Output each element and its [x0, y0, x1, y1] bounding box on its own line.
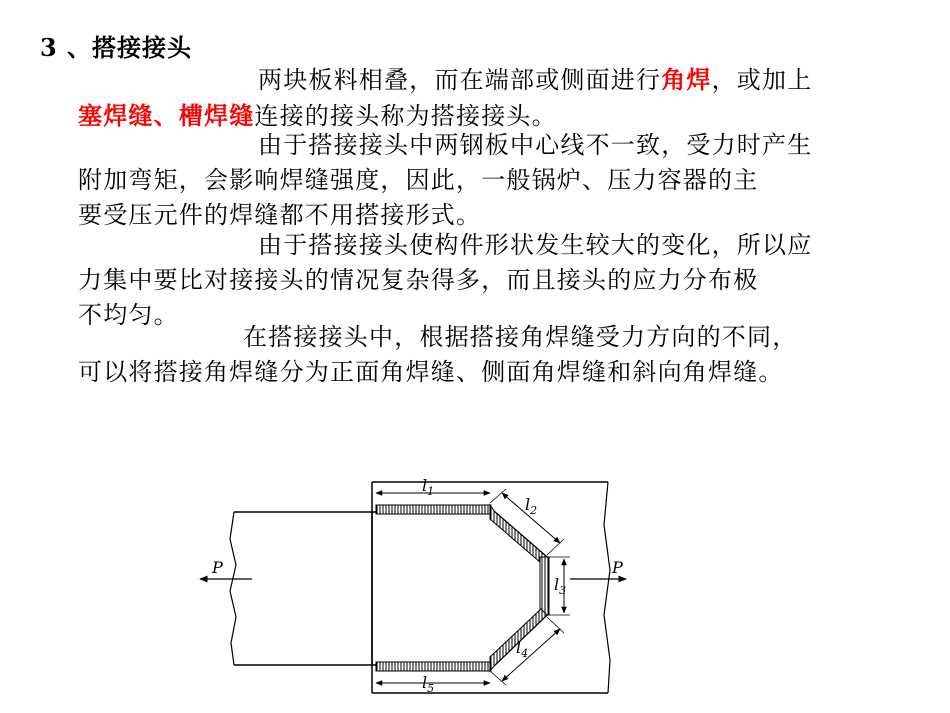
p4-line2: 可以将搭接角焊缝分为正面角焊缝、侧面角焊缝和斜向角焊缝。 — [78, 358, 784, 386]
highlight-fillet-weld: 角焊 — [661, 65, 712, 94]
p1-text-b: ，或加上 — [711, 66, 813, 94]
force-label-left: P — [212, 558, 223, 577]
section-heading: 3 、搭接接头 — [40, 33, 193, 62]
p3-line3: 不均匀。 — [78, 301, 179, 329]
force-label-right: P — [612, 558, 623, 577]
dim-l4 — [502, 629, 560, 681]
lap-joint-diagram — [190, 475, 630, 707]
left-plate-break — [230, 512, 236, 665]
p1-text-c: 连接的接头称为搭接接头。 — [254, 102, 557, 130]
weld-diagonal-top — [490, 505, 547, 563]
paragraph-definition — [78, 62, 938, 134]
dim-l4-label: $l_4$ — [516, 638, 529, 660]
dim-l5-label: $l_5$ — [422, 673, 435, 695]
p2-line1: 由于搭接接头中两钢板中心线不一致，受力时产生 — [258, 131, 813, 159]
paragraph-stress-concentration — [78, 228, 938, 333]
paragraph-bending-moment — [78, 128, 938, 233]
highlight-plug-slot-weld: 塞焊缝、槽焊缝 — [78, 101, 255, 130]
dim-l3-label: $l_3$ — [554, 575, 567, 597]
paragraph-weld-types — [78, 320, 938, 390]
p4-line1: 在搭接接头中，根据搭接角焊缝受力方向的不同， — [243, 323, 798, 351]
p1-text-a: 两块板料相叠，而在端部或侧面进行 — [258, 66, 662, 94]
weld-front — [540, 557, 549, 615]
weld-bottom — [376, 662, 491, 671]
p2-line3: 要受压元件的焊缝都不用搭接形式。 — [78, 201, 482, 229]
p2-line2: 附加弯矩，会影响焊缝强度，因此，一般锅炉、压力容器的主 — [78, 166, 759, 194]
left-plate — [234, 512, 372, 665]
dim-l2-label: $l_2$ — [525, 495, 538, 517]
dim-l1-label: $l_1$ — [422, 476, 435, 498]
p3-line1: 由于搭接接头使构件形状发生较大的变化，所以应 — [258, 231, 813, 259]
p3-line2: 力集中要比对接接头的情况复杂得多，而且接头的应力分布极 — [78, 266, 759, 294]
weld-top — [376, 505, 491, 514]
right-plate-break — [604, 482, 610, 693]
